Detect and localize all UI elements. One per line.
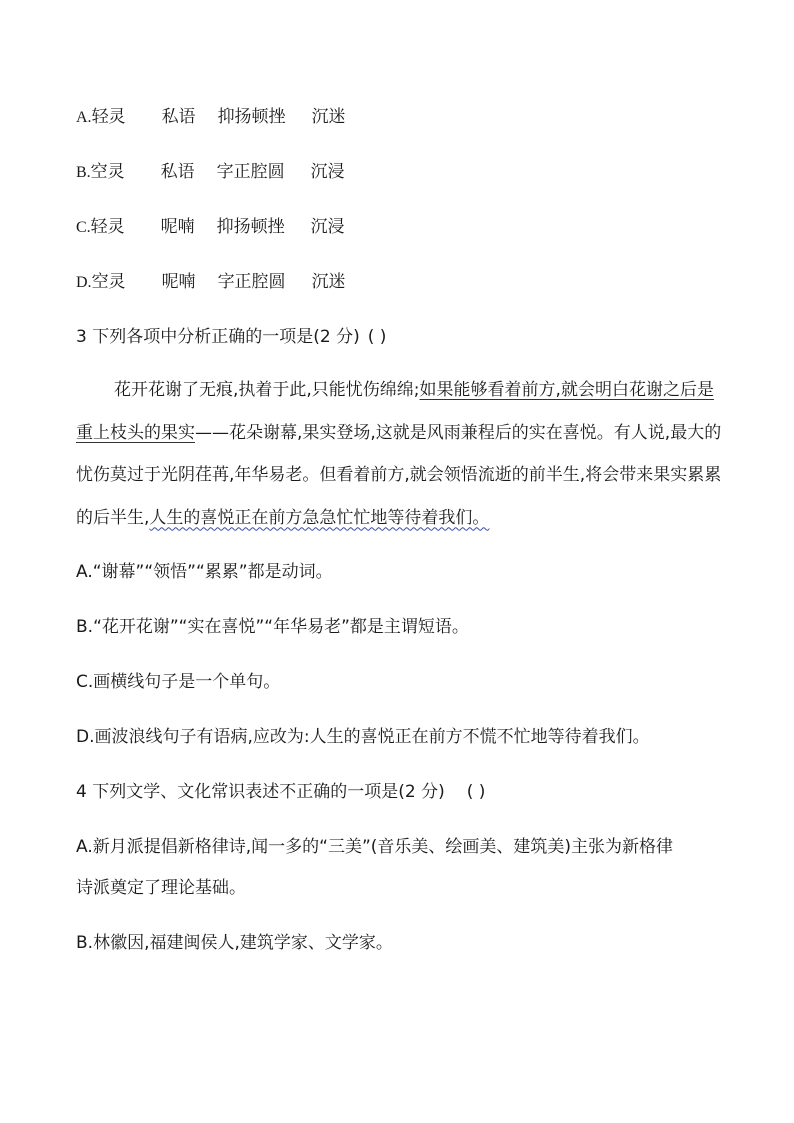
option-word: 私语 [161, 107, 196, 127]
underlined-sentence: 如果能够看着前方,就会明白花谢之后是重上枝头的果实 [76, 380, 714, 443]
q3-option-a: A.“谢幕”“领悟”“累累”都是动词。 [76, 562, 333, 582]
option-word: 私语 [160, 162, 195, 182]
option-word: 沉浸 [310, 217, 345, 237]
q3-passage [76, 369, 726, 539]
option-word: 轻灵 [91, 107, 126, 127]
option-letter: D. [76, 274, 92, 291]
question-stem: 4 下列文学、文化常识表述不正确的一项是(2 分) [76, 782, 445, 802]
option-letter: B. [76, 164, 91, 181]
option-word: 沉迷 [311, 272, 346, 292]
q4-option-a-line1: A.新月派提倡新格律诗,闻一多的“三美”(音乐美、绘画美、建筑美)主张为新格律 [76, 837, 674, 857]
option-word: 呢喃 [161, 272, 196, 292]
passage-text: 花开花谢了无痕,执着于此,只能忧伤绵绵; [114, 380, 420, 400]
wavy-underlined-sentence: 人生的喜悦正在前方急急忙忙地等待着我们。 [149, 507, 490, 528]
option-word: 空灵 [91, 272, 126, 292]
option-word: 轻灵 [90, 217, 125, 237]
option-word: 抑扬顿挫 [217, 107, 286, 127]
q4-stem [76, 780, 485, 804]
option-letter: A. [76, 109, 92, 126]
question-stem: 3 下列各项中分析正确的一项是(2 分) [76, 327, 360, 347]
option-word: 抑扬顿挫 [216, 217, 285, 237]
q4-option-a-line2: 诗派奠定了理论基础。 [76, 878, 246, 898]
option-word: 空灵 [90, 162, 125, 182]
q2-option-c [76, 215, 345, 240]
option-letter: C. [76, 219, 91, 236]
answer-parentheses: ( ) [367, 327, 387, 347]
q3-option-b: B.“花开花谢”“实在喜悦”“年华易老”都是主谓短语。 [76, 617, 469, 637]
answer-parentheses: ( ) [466, 782, 486, 802]
q2-option-a [76, 105, 346, 130]
q3-stem [76, 325, 386, 349]
q2-option-d [76, 270, 346, 295]
option-word: 呢喃 [160, 217, 195, 237]
q3-option-c: C.画横线句子是一个单句。 [76, 672, 281, 692]
option-word: 沉浸 [310, 162, 345, 182]
option-word: 沉迷 [311, 107, 346, 127]
q2-option-b [76, 160, 345, 185]
option-word: 字正腔圆 [216, 162, 285, 182]
option-word: 字正腔圆 [217, 272, 286, 292]
q4-option-b: B.林徽因,福建闽侯人,建筑学家、文学家。 [76, 933, 393, 953]
passage-text: ——花朵谢幕,果实登场,这就是风雨兼程后的实在喜悦。有人说,最大的忧伤莫过于光阴荏苒,年华易老。但看着前方,就会领悟流逝的前半生,将会带来果实累累的后半生, [76, 422, 722, 528]
q3-option-d: D.画波浪线句子有语病,应改为:人生的喜悦正在前方不慌不忙地等待着我们。 [76, 727, 650, 747]
